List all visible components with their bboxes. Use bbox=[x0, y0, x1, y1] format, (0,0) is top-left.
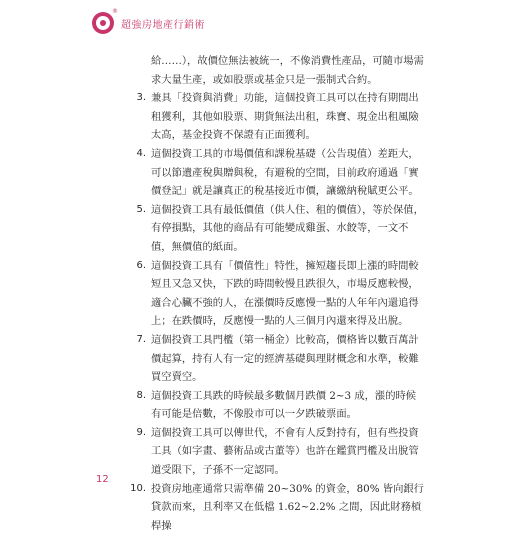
list-item-5 bbox=[124, 201, 424, 257]
item-number: 10. bbox=[130, 482, 146, 494]
item-text: 兼具「投資與消費」功能，這個投資工具可以在持有期間出租獲利，其他如股票、期貨無法出租，珠寶、現金出租風險太高，基金投資不保證有正面獲利。 bbox=[151, 92, 419, 142]
paragraph-text: 給……），故價位無法被統一，不像消費性產品，可隨市場需求大量生產，或如股票或基金只是一張制式合約。 bbox=[151, 55, 424, 86]
list-item-7 bbox=[124, 331, 424, 387]
item-number: 8. bbox=[136, 389, 146, 401]
item-text: 這個投資工具門檻（第一桶金）比較高，價格皆以數百萬計價起算，持有人有一定的經濟基礎與理財概念和水準，較難買空賣空。 bbox=[151, 333, 419, 384]
item-number: 6. bbox=[136, 259, 146, 271]
item-text: 投資房地產通常只需準備 20~30% 的資金，80% 皆向銀行貸款而來，且利率又在低檔 1.62~2.2% 之間，因此財務槓桿操 bbox=[151, 482, 424, 532]
item-number: 4. bbox=[136, 147, 146, 159]
item-number: 5. bbox=[136, 203, 146, 215]
page-header bbox=[92, 8, 205, 35]
list-item-10 bbox=[124, 480, 424, 535]
item-number: 7. bbox=[136, 333, 146, 345]
item-number: 3. bbox=[136, 92, 146, 104]
item-text: 這個投資工具跌的時候最多數個月跌價 2~3 成，漲的時候有可能是倍數，不像股市可以一夕跌破票面。 bbox=[151, 389, 417, 421]
item-text: 這個投資工具有「價值性」特性，擁短趨長即上漲的時間較短且又急又快，下跌的時間較慢且跌很久，市場反應較慢，適合心臟不強的人，在漲價時反應慢一點的人年年內還追得上；在跌價時，反應慢一點的人三個月內還來得及出脫。 bbox=[151, 259, 419, 328]
item-text: 這個投資工具有最低價值（供人住、租的價值），等於保值，有停損點，其他的商品有可能變成雞蛋、水餃等，一文不值，無價值的紙面。 bbox=[151, 203, 424, 253]
list-item-6 bbox=[124, 257, 424, 331]
list-item-3 bbox=[124, 89, 424, 145]
book-title: 超強房地產行銷術 bbox=[121, 19, 205, 31]
item-text: 這個投資工具可以傳世代，不會有人反對持有，但有些投資工具（如字畫、藝術品或古董等）也許在鑑賞門檻及出脫管道受限下，子孫不一定認同。 bbox=[151, 426, 419, 477]
item-text: 這個投資工具的市場價值和課稅基礎（公告現值）差距大，可以節遺產稅與贈與稅，有避稅的空間，目前政府通過「實價登記」就是讓真正的稅基接近市價，讓繳納稅賦更公平。 bbox=[151, 147, 419, 198]
body-text bbox=[124, 52, 424, 535]
list-item-9 bbox=[124, 424, 424, 480]
list-item-8 bbox=[124, 387, 424, 424]
page-number: 12 bbox=[96, 474, 109, 485]
item-number: 9. bbox=[136, 426, 146, 438]
brand-logo-icon: ® bbox=[92, 12, 114, 34]
list-item-4 bbox=[124, 145, 424, 201]
continuation-paragraph bbox=[124, 52, 424, 89]
